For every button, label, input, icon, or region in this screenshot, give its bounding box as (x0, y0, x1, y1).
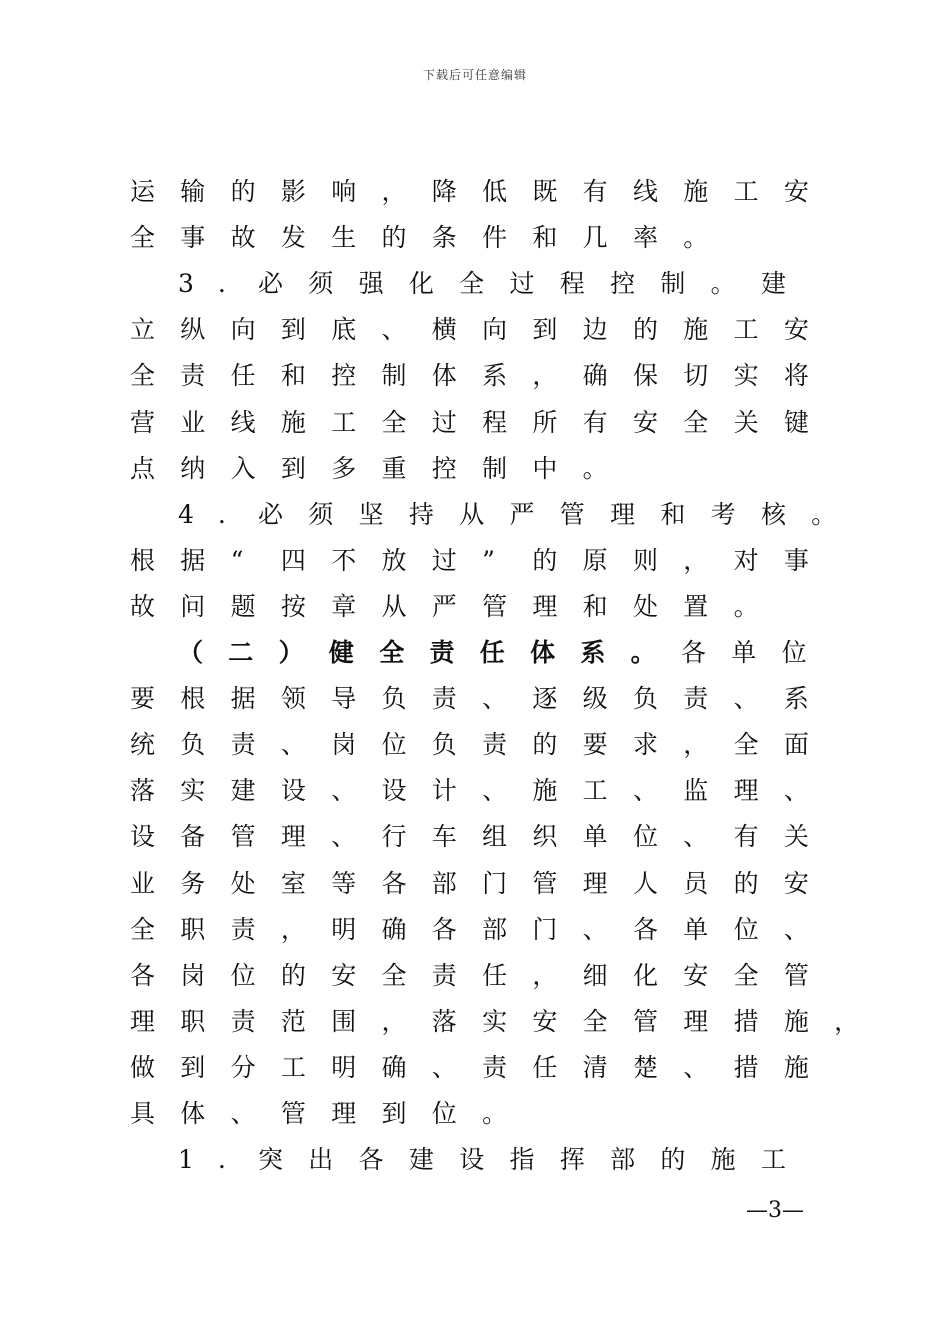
text-line: 营 业 线 施 工 全 过 程 所 有 安 全 关 键 (130, 407, 809, 437)
text-line: 统 负 责 、 岗 位 负 责 的 要 求 ， 全 面 (130, 730, 809, 760)
page-number: —3— (746, 1198, 804, 1223)
text-line: 业 务 处 室 等 各 部 门 管 理 人 员 的 安 (130, 868, 809, 898)
text-line: （ 二 ） 健 全 责 任 体 系 。 各 单 位 (178, 638, 807, 667)
text-line: 立 纵 向 到 底 、 横 向 到 边 的 施 工 安 (130, 315, 809, 345)
text-line: 做 到 分 工 明 确 、 责 任 清 楚 、 措 施 (130, 1052, 809, 1082)
text-line: 落 实 建 设 、 设 计 、 施 工 、 监 理 、 (130, 776, 809, 806)
text-line: 3 ． 必 须 强 化 全 过 程 控 制 。 建 (178, 269, 786, 299)
text-line: 全 职 责 ， 明 确 各 部 门 、 各 单 位 、 (130, 914, 809, 944)
text-line: 各 岗 位 的 安 全 责 任 ， 细 化 安 全 管 (130, 960, 809, 990)
page-header: 下载后可任意编辑 (422, 68, 527, 82)
text-line: 故 问 题 按 章 从 严 管 理 和 处 置 。 (130, 591, 759, 621)
text-line: 点 纳 入 到 多 重 控 制 中 。 (130, 453, 608, 483)
text-line: 设 备 管 理 、 行 车 组 织 单 位 、 有 关 (130, 822, 809, 852)
text-line: 全 责 任 和 控 制 体 系 ， 确 保 切 实 将 (130, 361, 809, 391)
text-line: 根 据 “ 四 不 放 过 ” 的 原 则 ， 对 事 (130, 545, 809, 575)
text-line: 全 事 故 发 生 的 条 件 和 几 率 。 (130, 223, 709, 253)
text-line: 理 职 责 范 围 ， 落 实 安 全 管 理 措 施 ， (130, 1006, 860, 1036)
text-line: 4 ． 必 须 坚 持 从 严 管 理 和 考 核 。 (178, 499, 837, 529)
text-line: 具 体 、 管 理 到 位 。 (130, 1099, 508, 1128)
text-line: 要 根 据 领 导 负 责 、 逐 级 负 责 、 系 (130, 684, 809, 714)
text-line: 运 输 的 影 响 ， 降 低 既 有 线 施 工 安 (130, 177, 809, 206)
text-line: 1 ． 突 出 各 建 设 指 挥 部 的 施 工 (178, 1145, 786, 1175)
